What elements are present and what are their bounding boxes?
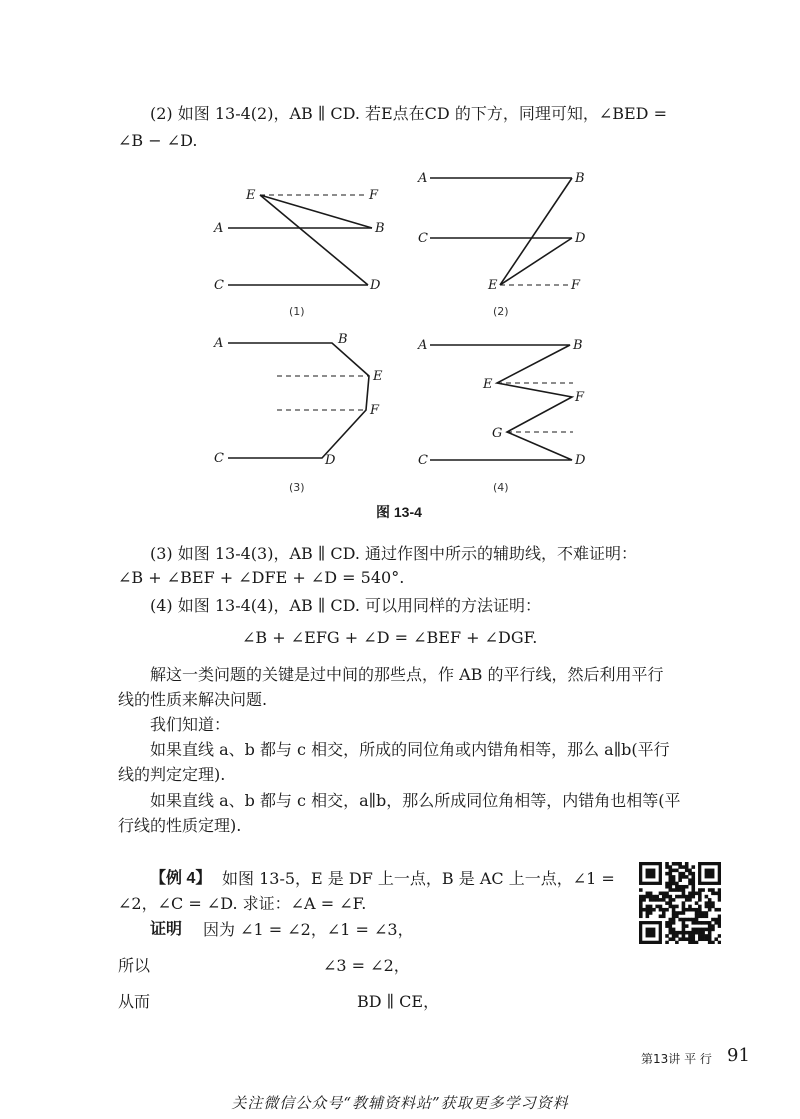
para-7-line-2: 线的判定定理). xyxy=(118,765,226,784)
f4-label-f: F xyxy=(575,390,585,405)
f2-label-d: D xyxy=(575,231,586,246)
f1-label-f: F xyxy=(369,188,379,203)
qr-code xyxy=(639,862,721,944)
f3-label-e: E xyxy=(373,369,383,384)
proof-thus-expr: BD ∥ CE， xyxy=(357,992,440,1011)
proof-thus-label: 从而 xyxy=(118,992,151,1011)
f3-label-f: F xyxy=(370,403,380,418)
f1-label-b: B xyxy=(375,221,385,236)
para-2-line-2: ∠B − ∠D. xyxy=(118,131,198,150)
f4-polyline xyxy=(430,345,572,460)
example-line-1: 如图 13-5，E 是 DF 上一点，B 是 AC 上一点，∠1 = xyxy=(222,869,615,888)
figure-4 xyxy=(430,345,573,460)
footer-lesson: 第13讲 平 行 xyxy=(641,1052,712,1066)
para-8-line-1: 如果直线 a、b 都与 c 相交，a∥b，那么所成同位角相等，内错角也相等(平 xyxy=(150,791,681,810)
caption-4: (4) xyxy=(493,481,509,494)
f2-label-f: F xyxy=(571,278,581,293)
f4-label-c: C xyxy=(418,453,428,468)
f3-label-c: C xyxy=(214,451,224,466)
f2-label-a: A xyxy=(418,171,428,186)
figure-3 xyxy=(228,343,369,458)
para-2-line-1: (2) 如图 13-4(2)，AB ∥ CD. 若E点在CD 的下方，同理可知，∠BED = xyxy=(150,104,667,123)
f2-label-c: C xyxy=(418,231,428,246)
f4-label-b: B xyxy=(573,338,583,353)
f2-segment-eb xyxy=(500,178,572,285)
f2-label-e: E xyxy=(488,278,498,293)
page-number: 91 xyxy=(727,1045,750,1066)
proof-label: 证明 xyxy=(150,921,183,938)
caption-3: (3) xyxy=(289,481,305,494)
example-line-2: ∠2，∠C = ∠D. 求证：∠A = ∠F. xyxy=(118,894,367,913)
para-8-line-2: 行线的性质定理). xyxy=(118,816,242,835)
f4-label-d: D xyxy=(575,453,586,468)
f3-label-a: A xyxy=(214,336,224,351)
para-5-line-2: 线的性质来解决问题. xyxy=(118,690,268,709)
f3-label-d: D xyxy=(325,453,336,468)
para-4-formula: ∠B + ∠EFG + ∠D = ∠BEF + ∠DGF. xyxy=(242,628,538,647)
figure-2 xyxy=(430,178,572,285)
f1-label-a: A xyxy=(214,221,224,236)
f4-label-g: G xyxy=(492,426,503,441)
proof-line-1: 因为 ∠1 = ∠2，∠1 = ∠3， xyxy=(203,920,414,939)
f4-label-a: A xyxy=(418,338,428,353)
para-4-line-1: (4) 如图 13-4(4)，AB ∥ CD. 可以用同样的方法证明： xyxy=(150,596,541,615)
caption-1: (1) xyxy=(289,305,305,318)
bottom-banner: 关注微信公众号“教辅资料站”获取更多学习资料 xyxy=(231,1094,569,1112)
f1-label-d: D xyxy=(370,278,381,293)
proof-so-expr: ∠3 = ∠2， xyxy=(323,956,410,975)
f3-polyline xyxy=(228,343,369,458)
para-6: 我们知道： xyxy=(150,715,231,734)
f4-label-e: E xyxy=(483,377,493,392)
f1-segment-ed xyxy=(260,195,368,285)
example-tag: 【例 4】 xyxy=(150,870,212,887)
para-3-line-2: ∠B + ∠BEF + ∠DFE + ∠D = 540°. xyxy=(118,568,405,587)
caption-2: (2) xyxy=(493,305,509,318)
para-3-line-1: (3) 如图 13-4(3)，AB ∥ CD. 通过作图中所示的辅助线，不难证明： xyxy=(150,544,637,563)
f1-label-e: E xyxy=(246,188,256,203)
f2-segment-ed xyxy=(500,238,572,285)
f3-label-b: B xyxy=(338,332,348,347)
f1-label-c: C xyxy=(214,278,224,293)
para-5-line-1: 解这一类问题的关键是过中间的那些点，作 AB 的平行线，然后利用平行 xyxy=(150,665,664,684)
f2-label-b: B xyxy=(575,171,585,186)
proof-so-label: 所以 xyxy=(118,956,151,975)
f1-segment-eb xyxy=(260,195,372,228)
figure-title: 图 13-4 xyxy=(376,504,422,520)
para-7-line-1: 如果直线 a、b 都与 c 相交，所成的同位角或内错角相等，那么 a∥b(平行 xyxy=(150,740,670,759)
figure-1 xyxy=(228,195,372,285)
